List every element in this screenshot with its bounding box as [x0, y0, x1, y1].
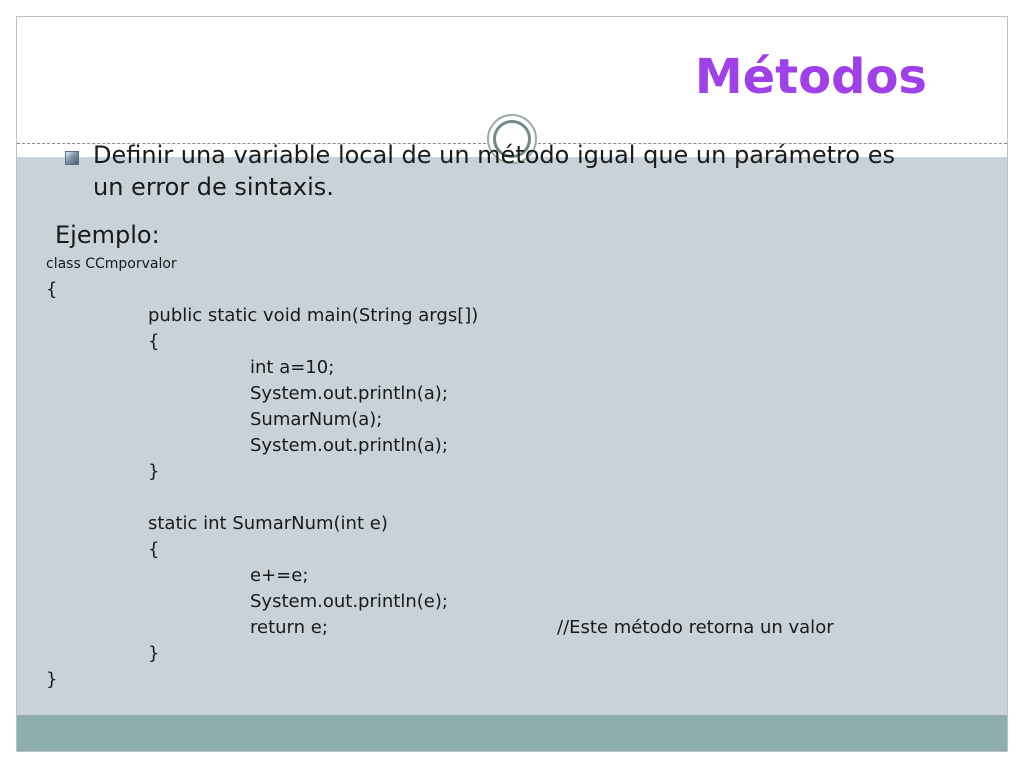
code-line-class: class CCmporvalor [46, 256, 177, 272]
code-line-return: return e; [250, 617, 328, 638]
code-line-sumarnum-close-brace: } [148, 643, 160, 664]
code-line-class-close-brace: } [46, 669, 58, 690]
content-area [17, 157, 1007, 715]
code-line-println-e: System.out.println(e); [250, 591, 448, 612]
code-line-sumarnum-call: SumarNum(a); [250, 409, 383, 430]
code-line-sumarnum-open-brace: { [148, 539, 160, 560]
footer-band [17, 715, 1007, 751]
slide [16, 16, 1008, 752]
code-line-println-a: System.out.println(a); [250, 383, 448, 404]
code-line-main-close-brace: } [148, 461, 160, 482]
code-line-sumarnum-signature: static int SumarNum(int e) [148, 513, 388, 534]
bullet-text: Definir una variable local de un método igual que un parámetro es un error de sintaxis. [93, 141, 895, 201]
example-label: Ejemplo: [55, 221, 160, 249]
code-line-main-open-brace: { [148, 331, 160, 352]
code-line-main-signature: public static void main(String args[]) [148, 305, 479, 326]
code-line-increment: e+=e; [250, 565, 309, 586]
code-line-open-brace: { [46, 279, 58, 300]
slide-title: Métodos [694, 49, 927, 105]
bullet-square-icon [65, 151, 79, 165]
code-line-int-declaration: int a=10; [250, 357, 335, 378]
code-line-comment: //Este método retorna un valor [557, 617, 834, 638]
code-line-println-a-2: System.out.println(a); [250, 435, 448, 456]
